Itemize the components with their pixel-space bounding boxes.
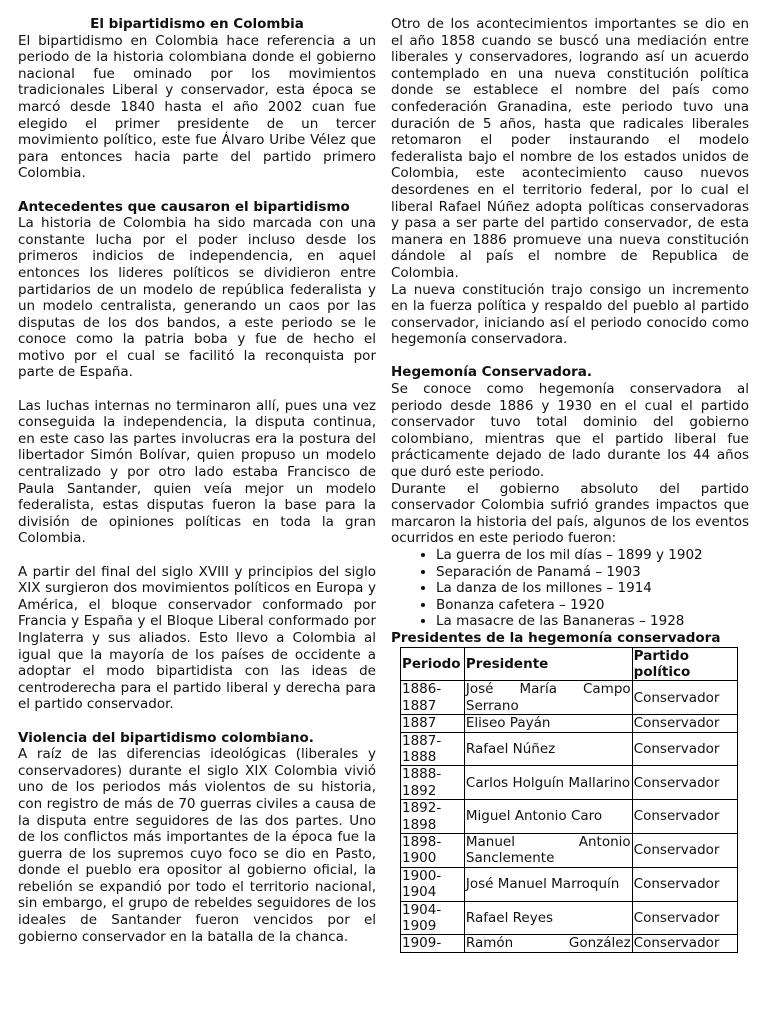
period-cell: 1909- [401,935,465,952]
president-cell: Eliseo Payán [464,715,632,732]
period-cell: 1898-1900 [401,834,465,868]
events-list [391,547,749,630]
president-cell: Ramón González [465,935,631,952]
period-cell: 1887-1888 [401,732,465,766]
antecedentes-paragraph-2: Las luchas internas no terminaron allí, pues una vez conseguida la independencia, la disputa continua, en este caso las partes involucras era la postura del libertador Simón Bolívar, quien propuso un modelo centralizado y por otro lado estaba Francisco de Paula Santander, quien veía mejor un modelo federalista, estas disputas fueron la base para la división de opiniones políticas en toda la gran Colombia. [18,397,376,547]
constitution-paragraph: Otro de los acontecimientos importantes se dio en el año 1858 cuando se buscó una mediación entre liberales y conservadores, logrando así un acuerdo contemplado en una nueva constitución política donde se establece el nombre del país como confederación Granadina, este periodo tuvo una duración de 5 años, hasta que radicales liberales retomaron el poder instaurando el modelo federalista bajo el nombre de los estados unidos de Colombia, este acontecimiento causo nuevos desordenes en el territorio federal, por lo cual el liberal Rafael Núñez adopta políticas conservadoras y pasa a ser parte del partido conservador, de esta manera en 1886 promueve una nueva constitución dándole al país el nombre de Republica de Colombia. [391,16,749,281]
president-cell: Manuel Antonio Sanclemente [465,834,631,867]
period-cell: 1888-1892 [401,766,465,800]
period-cell: 1892-1898 [401,800,465,834]
list-item: • Bonanza cafetera – 1920 [436,597,749,614]
period-cell: 1887 [401,715,465,732]
president-cell: Rafael Reyes [464,901,632,935]
list-item: • Separación de Panamá – 1903 [436,564,749,581]
header-partido: Partido político [632,647,737,681]
violencia-heading: Violencia del bipartidismo colombiano. [18,729,314,746]
table-row [401,867,738,901]
violencia-paragraph: A raíz de las diferencias ideológicas (liberales y conservadores) durante el siglo XIX Colombia vivió uno de los periodos más violentos de su historia, con registro de más de 70 guerras civiles a causa de la disputa entre seguidores de las dos partes. Uno de los conflictos más importantes de la época fue la guerra de los supremos cuyo foco se dio en Pasto, donde el pueblo era opositor al gobierno oficial, la rebelión se expandió por todo el territorio nacional, sin embargo, el grupo de rebeldes seguidores de los ideales de Santander fueron vencidos por el gobierno conservador en la batalla de la chanca. [18,746,376,945]
list-item: • La guerra de los mil días – 1899 y 1902 [436,547,749,564]
antecedentes-paragraph-1: La historia de Colombia ha sido marcada con una constante lucha por el poder incluso desde los primeros indicios de independencia, en aquel entonces los lideres políticos se dividieron entre partidarios de un modelo de república federalista y un modelo centralista, generando un caos por las disputas de los dos bandos, a este periodo se le conoce como la patria boba y fue de hecho el motivo por el cual se facilitó la reconquista por parte de España. [18,215,376,381]
table-row [401,715,738,732]
table-row [401,834,738,868]
table-row [401,800,738,834]
party-cell: Conservador [632,800,737,834]
period-cell: 1904-1909 [401,901,465,935]
party-cell: Conservador [632,732,737,766]
party-cell: Conservador [632,766,737,800]
party-cell: Conservador [632,834,737,868]
president-cell: José María Campo Serrano [465,681,631,714]
hegemonia-paragraph-2: Durante el gobierno absoluto del partido conservador Colombia sufrió grandes impactos que marcaron la historia del país, algunos de los eventos ocurridos en este periodo fueron: [391,480,749,547]
list-item: • La masacre de las Bananeras – 1928 [436,613,749,630]
antecedentes-paragraph-3: A partir del final del siglo XVIII y principios del siglo XIX surgieron dos movimientos políticos en Europa y América, el bloque conservador conformado por Francia y España y el Bloque Liberal conformado por Inglaterra y sus aliados. Esto llevo a Colombia al igual que la mayoría de los países de occidente a adoptar el modo bipartidista con las ideas de centroderecha para el partido liberal y derecha para el partido conservador. [18,563,376,713]
left-column [18,16,376,945]
party-cell: Conservador [632,901,737,935]
document-title: El bipartidismo en Colombia [90,16,304,32]
president-cell: Carlos Holguín Mallarino [464,766,632,800]
presidents-table [400,647,738,953]
party-cell: Conservador [632,867,737,901]
header-presidente: Presidente [464,647,632,681]
party-cell: Conservador [632,715,737,732]
table-row [401,901,738,935]
constitution-consequence-paragraph: La nueva constitución trajo consigo un incremento en la fuerza política y respaldo del pueblo al partido conservador, iniciando así el periodo conocido como hegemonía conservadora. [391,281,749,348]
table-row [401,732,738,766]
period-cell: 1900-1904 [401,867,465,901]
hegemonia-paragraph-1: Se conoce como hegemonía conservadora al periodo desde 1886 y 1930 en el cual el partido conservador tuvo total dominio del gobierno colombiano, mientras que el partido liberal fue prácticamente dejado de lado durante los 44 años que duró este periodo. [391,381,749,481]
header-periodo: Periodo [401,647,465,681]
intro-paragraph: El bipartidismo en Colombia hace referencia a un periodo de la historia colombiana donde el gobierno nacional fue ominado por los movimientos tradicionales Liberal y conservador, esta época se marcó desde 1840 hasta el año 2002 cuan fue elegido el primer presidente de un tercer movimiento político, este fue Álvaro Uribe Vélez que para entonces hacia parte del partido primero Colombia. [18,32,376,182]
president-cell: Miguel Antonio Caro [464,800,632,834]
table-row [401,681,738,715]
table-row [401,935,738,952]
right-column [391,16,749,953]
president-cell: José Manuel Marroquín [464,867,632,901]
president-cell: Rafael Núñez [464,732,632,766]
table-header-row [401,647,738,681]
list-item: • La danza de los millones – 1914 [436,580,749,597]
period-cell: 1886-1887 [401,681,465,715]
presidents-table-heading: Presidentes de la hegemonía conservadora [391,629,721,646]
party-cell: Conservador [632,935,737,952]
table-row [401,766,738,800]
hegemonia-heading: Hegemonía Conservadora. [391,364,593,381]
antecedentes-heading: Antecedentes que causaron el bipartidismo [18,198,350,215]
party-cell: Conservador [632,681,737,715]
